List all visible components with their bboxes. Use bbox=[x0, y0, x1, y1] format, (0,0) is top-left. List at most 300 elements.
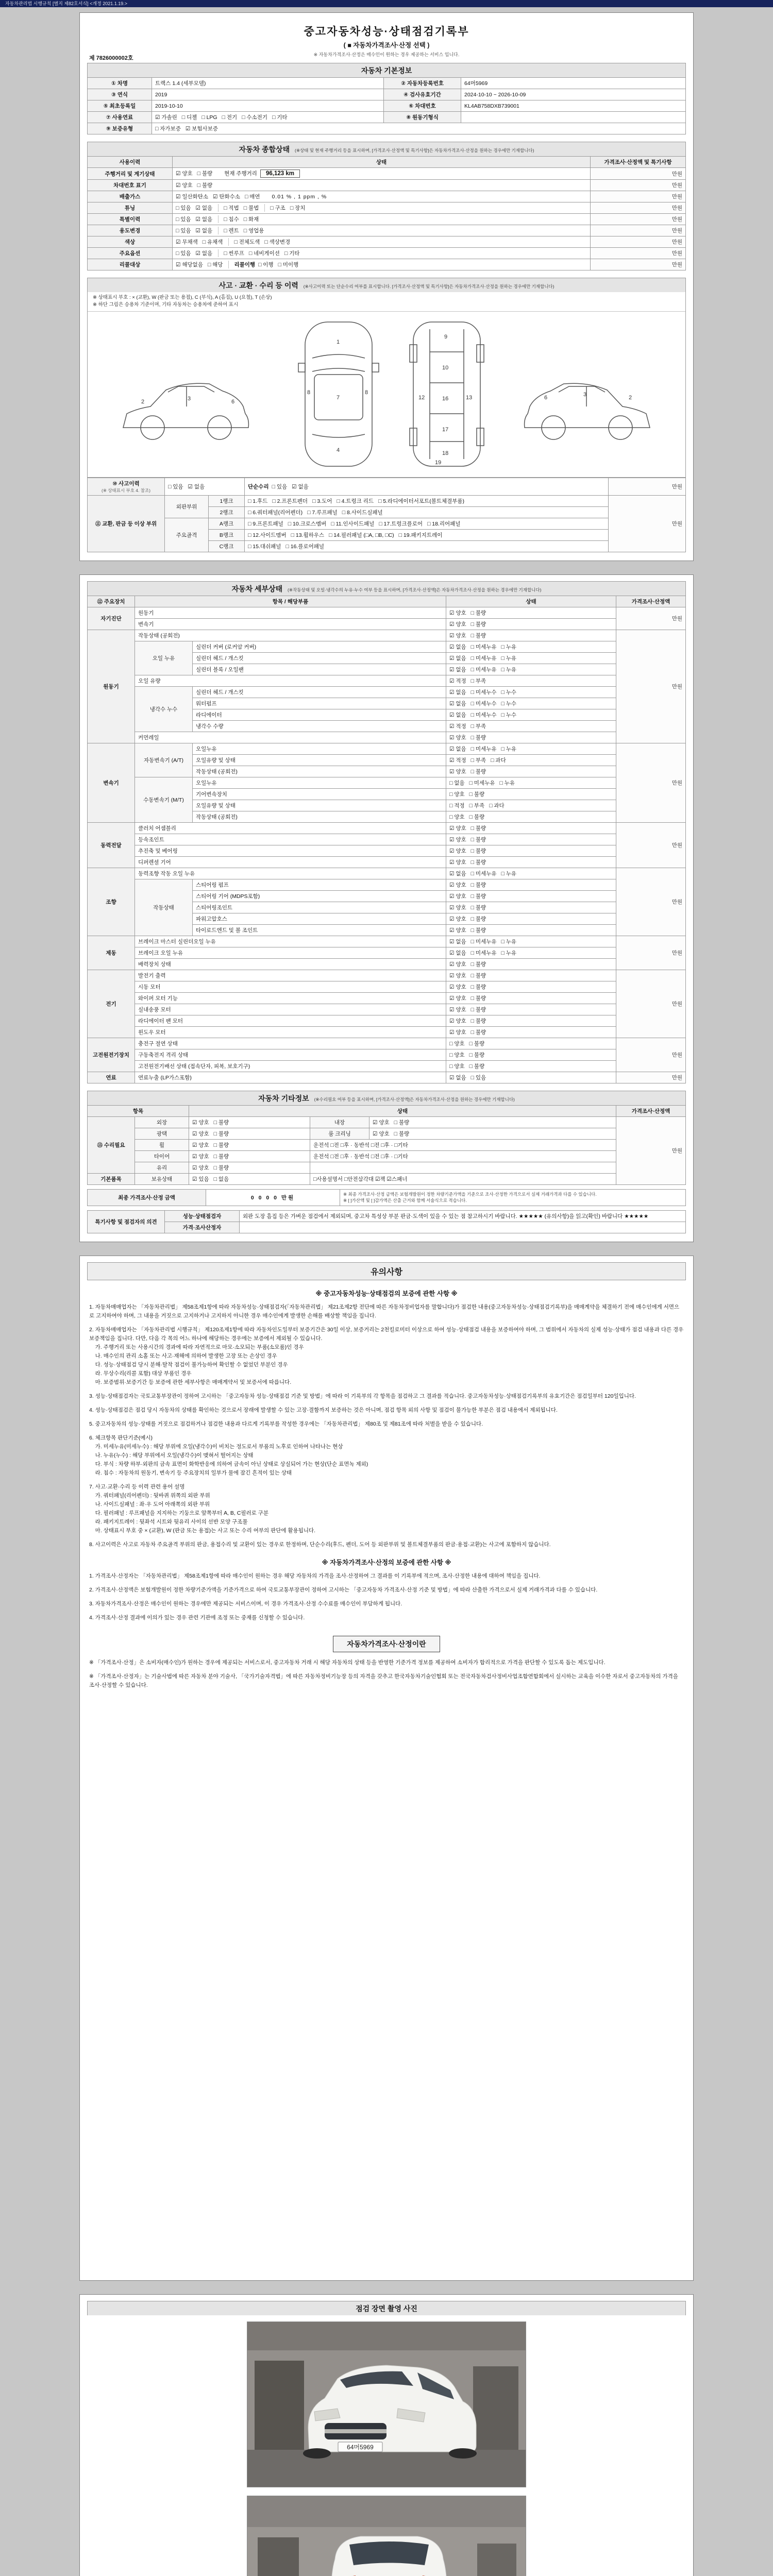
detail-row bbox=[88, 732, 686, 743]
field-label: ④ 검사유효기간 bbox=[384, 89, 461, 100]
checkbox-unchecked: □ 미세누유 bbox=[470, 655, 497, 662]
checkbox-unchecked: □ 불량 bbox=[470, 1018, 486, 1024]
column-header: 가격조사·산정액 bbox=[616, 1105, 686, 1116]
checkbox-checked: ☑ 해당없음 bbox=[176, 262, 203, 268]
price-cell: 만원 bbox=[616, 822, 686, 868]
document-title: 중고자동차성능·상태점검기록부 bbox=[304, 26, 469, 38]
damage-diagram-box bbox=[87, 292, 686, 478]
status-cell bbox=[446, 856, 616, 868]
checkbox-unchecked: □ 매연 bbox=[244, 194, 260, 200]
status-cell bbox=[173, 180, 591, 191]
section-band-other bbox=[87, 1091, 686, 1105]
rank-label: 2랭크 bbox=[209, 506, 245, 518]
price-cell: 만원 bbox=[616, 1072, 686, 1083]
checkbox-checked: ☑ 없음 bbox=[449, 689, 466, 696]
checkbox-checked: ☑ 적정 bbox=[449, 723, 466, 730]
status-cell bbox=[446, 1060, 616, 1072]
license-plate-front: 64머5969 bbox=[347, 2444, 374, 2451]
field-label: ⑥ 차대번호 bbox=[384, 100, 461, 112]
checkbox-unchecked: □ 색상변경 bbox=[264, 239, 291, 245]
status-cell bbox=[446, 913, 616, 924]
status-cell bbox=[189, 1173, 310, 1184]
svg-text:6: 6 bbox=[231, 398, 235, 405]
car-damage-diagram bbox=[88, 312, 685, 477]
item-label-cell: 라디에이터 팬 모터 bbox=[135, 1015, 446, 1026]
checkbox-unchecked: □ 불량 bbox=[470, 836, 486, 843]
checkbox-unchecked: □ 3.도어 bbox=[312, 498, 332, 504]
document-header bbox=[87, 19, 686, 63]
rank-parts bbox=[245, 506, 609, 518]
status-cell bbox=[446, 936, 616, 947]
checkbox-unchecked: □ 양호 bbox=[449, 791, 465, 798]
checkbox-unchecked: □ 17.트렁크플로어 bbox=[379, 520, 423, 527]
status-cell bbox=[173, 259, 591, 270]
item-label-cell: 작동상태 (공회전) bbox=[193, 811, 446, 822]
checkbox-unchecked: □ 19.패키지트레이 bbox=[398, 532, 443, 538]
checkbox-unchecked: □ 불량 bbox=[470, 893, 486, 900]
emission-values: 0.01 % , 1 ppm , % bbox=[272, 194, 327, 200]
status-cell bbox=[446, 732, 616, 743]
price-cell: 만원 bbox=[609, 478, 686, 495]
checkbox-checked: ☑ 없음 bbox=[449, 655, 466, 662]
checkbox-unchecked: □ 불법 bbox=[243, 205, 259, 211]
checkbox-checked: ☑ 없음 bbox=[195, 250, 213, 257]
detail-row bbox=[88, 1038, 686, 1049]
checkbox-unchecked: □ 과다 bbox=[489, 802, 505, 809]
status-cell bbox=[446, 1038, 616, 1049]
device-group-cell: 제동 bbox=[88, 936, 135, 970]
usage-item-label: 차대번호 표기 bbox=[88, 180, 173, 191]
accident-history-label: ⑩ 사고이력 (※ 상태표시 부호 4. 참조) bbox=[88, 478, 165, 495]
device-group-cell: 동력전달 bbox=[88, 822, 135, 868]
price-cell: 만원 bbox=[616, 1116, 686, 1184]
checkbox-checked: ☑ 없음 bbox=[449, 950, 466, 956]
checkbox-unchecked: □ 16.플로어패널 bbox=[285, 543, 325, 550]
item-label-cell: 스티어링조인트 bbox=[193, 902, 446, 913]
checkbox-unchecked: □ 10.크로스멤버 bbox=[288, 520, 327, 527]
other-info-table bbox=[87, 1105, 686, 1185]
status-cell bbox=[446, 845, 616, 856]
column-header: 항목 bbox=[88, 1105, 189, 1116]
checkbox-unchecked: □ 양호 bbox=[449, 1040, 465, 1047]
exchange-rank-row bbox=[88, 495, 686, 506]
opinion-text-inspector: 외판 도장 흠집 등은 가벼운 점검에서 제외되며, 중고차 특성상 부분 판금·도색이 있을 수 있는 점 참고하시기 바랍니다. ★★★★★ (유의사항)을 읽고(확인) 바랍니다 ★★★★★ bbox=[240, 1211, 686, 1222]
checkbox-checked: ☑ 없음 bbox=[449, 666, 466, 673]
item-label-cell: 윈도우 모터 bbox=[135, 1026, 446, 1038]
item-label-cell: 작동상태 (공회전) bbox=[193, 766, 446, 777]
checkbox-unchecked: □ 불량 bbox=[470, 882, 486, 888]
checkbox-checked: ☑ 양호 bbox=[176, 182, 193, 189]
svg-text:10: 10 bbox=[442, 364, 449, 371]
checkbox-checked: ☑ 없음 bbox=[449, 1074, 466, 1081]
item-label-cell: 커먼레일 bbox=[135, 732, 446, 743]
item-label-cell: 클러치 어셈블리 bbox=[135, 822, 446, 834]
checkbox-unchecked: □ 누유 bbox=[501, 870, 517, 877]
detail-row bbox=[88, 686, 686, 698]
outer-panel-label: 외판부위 bbox=[165, 495, 209, 518]
field-label: ① 차명 bbox=[88, 78, 152, 89]
panel-basic bbox=[79, 12, 694, 561]
checkbox-unchecked: □ 있음 bbox=[470, 1074, 486, 1081]
status-cell bbox=[189, 1139, 310, 1150]
top-code-bar bbox=[0, 0, 773, 7]
checkbox-unchecked: □ 부족 bbox=[469, 802, 485, 809]
status-cell bbox=[446, 652, 616, 664]
checkbox-unchecked: □ 미세누수 bbox=[470, 711, 497, 718]
detail-row bbox=[88, 868, 686, 879]
price-cell: 만원 bbox=[591, 168, 686, 180]
svg-text:7: 7 bbox=[337, 394, 340, 401]
checkbox-unchecked: □ 미세누수 bbox=[470, 689, 497, 696]
price-cell: 만원 bbox=[616, 1038, 686, 1072]
checkbox-unchecked: □ 있음 bbox=[168, 483, 183, 490]
item-label-cell: 고전원전기배선 상태 (접속단자, 피복, 보호기구) bbox=[135, 1060, 446, 1072]
form-code-text: 자동차관리법 시행규칙 [별지 제82호서식] <개정 2021.1.19.> bbox=[5, 1, 128, 6]
item-label-cell: 오일 유량 bbox=[135, 675, 446, 686]
checkbox-unchecked: □ 미세누유 bbox=[470, 938, 497, 945]
checkbox-checked: ☑ 없음 bbox=[449, 745, 466, 752]
price-cell: 만원 bbox=[591, 180, 686, 191]
other-item-note: 운전석 □전 □후 · 동반석 □전 □후 · □기타 bbox=[310, 1139, 616, 1150]
rank-label: 1랭크 bbox=[209, 495, 245, 506]
section-note-other: (※수리필요 여부 등을 표시하며, [가격조사·산정액]은 자동차가격조사·산정을 원하는 경우에만 기재합니다) bbox=[314, 1096, 515, 1102]
overall-row bbox=[88, 168, 686, 180]
status-cell bbox=[369, 1116, 616, 1128]
detail-row bbox=[88, 1060, 686, 1072]
detail-row bbox=[88, 1049, 686, 1060]
other-row bbox=[88, 1128, 686, 1139]
sub-status-options-2 bbox=[264, 204, 310, 212]
section-note-overall: (※상태 및 현재 주행거리 등을 표시하며, [가격조사·산정액 및 특기사항]은 자동차가격조사·산정을 원하는 경우에만 기재합니다) bbox=[295, 148, 534, 153]
item-label-cell: 디퍼렌셜 기어 bbox=[135, 856, 446, 868]
sub-status-options bbox=[218, 249, 304, 257]
checkbox-checked: ☑ 없음 bbox=[195, 205, 213, 211]
checkbox-unchecked: □ 누유 bbox=[499, 779, 515, 786]
checkbox-unchecked: □ 불량 bbox=[213, 1153, 229, 1160]
status-cell bbox=[446, 754, 616, 766]
status-options bbox=[176, 215, 217, 223]
notice-inspection-paragraph-7: 7. 사고·교환·수리 등 이력 관련 용어 설명 가. 쿼터패널(리어펜더) : 뒷바퀴 위쪽의 외판 부위 나. 사이드실패널 : 좌·우 도어 아래쪽의 외판 부위 다. 필러패널 : 루프패널을 지지하는 기둥으로 앞쪽부터 A, B, C필러로 구분 라. 패키지트레이 : 뒷좌석 시트와 뒷유리 사이의 선반 모양 구조물 마. 상태표시 부호 중 × (교환), W (판금 또는 용접)는 사고 또는 수리 여부의 판단에 활용됩니다. bbox=[89, 1484, 316, 1534]
overall-row bbox=[88, 225, 686, 236]
item-label-cell: 작동상태 (공회전) bbox=[135, 630, 446, 641]
column-header: 가격조사·산정액 및 특기사항 bbox=[591, 157, 686, 168]
document bbox=[79, 7, 694, 2576]
checkbox-checked: ☑ 양호 bbox=[192, 1142, 209, 1148]
usage-item-label: 튜닝 bbox=[88, 202, 173, 214]
field-value: KL4AB758DXB739001 bbox=[461, 100, 686, 112]
overall-row bbox=[88, 248, 686, 259]
other-item-note bbox=[310, 1162, 616, 1173]
other-row bbox=[88, 1139, 686, 1150]
sub-status-options bbox=[218, 227, 268, 234]
checkbox-unchecked: □ 전체도색 bbox=[234, 239, 260, 245]
damage-legend-symbols: ※ 상태표시 부호 : × (교환), W (판금 또는 용접), C (부식), A (흠집), U (요철), T (손상) bbox=[93, 295, 272, 300]
status-cell bbox=[446, 675, 616, 686]
notice-inspection-paragraph-6: 6. 체크항목 판단기준(예시) 가. 미세누유(미세누수) : 해당 부위에 오일(냉각수)이 비치는 정도로서 부품의 노후로 인하여 나타나는 현상 나. 누유(누수) : 해당 부위에서 오일(냉각수)이 맺혀서 떨어지는 상태 다. 부식 : 차량 하부·외판의 금속 표면이 화학반응에 의하여 금속이 아닌 상태로 상실되어 가는 현상(단순 표면녹 제외) 라. 침수 : 자동차의 원동기, 변속기 등 주요장치의 일부가 물에 잠긴 흔적이 있는 상태 bbox=[89, 1435, 368, 1476]
appraisal-box-title: 자동차가격조사·산정이란 bbox=[333, 1636, 440, 1652]
device-group-cell: 변속기 bbox=[88, 743, 135, 822]
accident-history-subnote: (※ 상태표시 부호 4. 참조) bbox=[101, 487, 150, 493]
basic-info-table bbox=[87, 77, 686, 134]
checkbox-checked: ☑ 없음 bbox=[449, 700, 466, 707]
checkbox-unchecked: □ 불량 bbox=[470, 768, 486, 775]
item-label-cell: 연료누출 (LP가스포함) bbox=[135, 1072, 446, 1083]
accident-history-table bbox=[87, 478, 686, 552]
status-cell bbox=[446, 1072, 616, 1083]
detail-row bbox=[88, 845, 686, 856]
basic-info-row bbox=[88, 100, 686, 112]
document-subtitle: ( ■ 자동차가격조사·산정 선택 ) bbox=[343, 42, 430, 49]
opinion-row bbox=[88, 1211, 686, 1222]
checkbox-unchecked: □ 수소전기 bbox=[242, 114, 267, 121]
overall-row bbox=[88, 236, 686, 248]
checkbox-checked: ☑ 양호 bbox=[449, 609, 466, 616]
sub-status-options bbox=[218, 215, 263, 223]
checkbox-checked: ☑ 양호 bbox=[449, 825, 466, 832]
status-cell bbox=[446, 1015, 616, 1026]
other-item-label: 외장 bbox=[135, 1116, 189, 1128]
opinion-label: 특기사항 및 점검자의 의견 bbox=[88, 1211, 165, 1233]
checkbox-checked: ☑ 보험사보증 bbox=[185, 126, 218, 132]
field-label: ⑧ 원동기형식 bbox=[384, 112, 461, 123]
column-header: 가격조사·산정액 bbox=[616, 596, 686, 607]
overall-row bbox=[88, 180, 686, 191]
notice-section1-title: ※ 중고자동차성능·상태점검의 보증에 관한 사항 ※ bbox=[315, 1290, 458, 1297]
status-options bbox=[176, 261, 227, 268]
checkbox-checked: ☑ 양호 bbox=[192, 1164, 209, 1171]
checkbox-unchecked: □ 전기 bbox=[222, 114, 238, 121]
price-cell: 만원 bbox=[616, 607, 686, 630]
status-cell bbox=[446, 698, 616, 709]
other-row bbox=[88, 1150, 686, 1162]
checkbox-unchecked: □ 유채색 bbox=[202, 239, 223, 245]
item-label-cell: 실내송풍 모터 bbox=[135, 1004, 446, 1015]
status-cell bbox=[446, 800, 616, 811]
checkbox-unchecked: □ 미세누유 bbox=[470, 666, 497, 673]
checkbox-unchecked: □ 누유 bbox=[501, 745, 517, 752]
section-title-basic: 자동차 기본정보 bbox=[361, 66, 412, 75]
checkbox-unchecked: □ 미세누유 bbox=[470, 950, 497, 956]
checkbox-unchecked: □ 불량 bbox=[470, 734, 486, 741]
section-title-detail: 자동차 세부상태 bbox=[231, 584, 283, 593]
status-cell bbox=[446, 766, 616, 777]
checkbox-unchecked: □ 불량 bbox=[197, 182, 213, 189]
detail-row bbox=[88, 1072, 686, 1083]
item-label-cell: 타이로드엔드 및 볼 조인트 bbox=[193, 924, 446, 936]
panel-notice bbox=[79, 1256, 694, 2281]
price-cell: 만원 bbox=[616, 868, 686, 936]
status-cell bbox=[446, 686, 616, 698]
usage-item-label: 주요옵션 bbox=[88, 248, 173, 259]
field-label: ② 자동차등록번호 bbox=[384, 78, 461, 89]
checkbox-unchecked: □ 자가보증 bbox=[155, 126, 181, 132]
checkbox-checked: ☑ 양호 bbox=[449, 904, 466, 911]
opinion-row bbox=[88, 1222, 686, 1233]
checkbox-unchecked: □ 7.루프패널 bbox=[307, 509, 338, 516]
exchange-label: ⑪ 교환, 판금 등 이상 부위 bbox=[88, 495, 165, 552]
item-label-cell: 스티어링 기어 (MDPS포함) bbox=[193, 890, 446, 902]
item-subgroup-cell: 자동변속기 (A/T) bbox=[135, 743, 193, 777]
car-outline-diagram bbox=[113, 317, 660, 471]
column-header: ⑫ 주요장치 bbox=[88, 596, 135, 607]
checkbox-unchecked: □ 미이행 bbox=[278, 262, 299, 268]
field-label: ⑦ 사용연료 bbox=[88, 112, 152, 123]
item-label-cell: 원동기 bbox=[135, 607, 446, 618]
price-cell: 만원 bbox=[616, 630, 686, 743]
checkbox-unchecked: □ 불량 bbox=[197, 171, 213, 177]
status-cell bbox=[446, 664, 616, 675]
checkbox-unchecked: □ 불량 bbox=[213, 1164, 229, 1171]
device-group-cell: 원동기 bbox=[88, 630, 135, 743]
checkbox-checked: ☑ 양호 bbox=[449, 1006, 466, 1013]
other-item-label: 타이어 bbox=[135, 1150, 189, 1162]
checkbox-checked: ☑ 양호 bbox=[449, 927, 466, 934]
checkbox-unchecked: □ 불량 bbox=[469, 1063, 485, 1070]
price-cell: 만원 bbox=[591, 202, 686, 214]
item-label-cell: 오일누유 bbox=[193, 777, 446, 788]
status-cell bbox=[446, 607, 616, 618]
checkbox-unchecked: □ 미세누수 bbox=[470, 700, 497, 707]
final-price-row bbox=[88, 1189, 686, 1206]
final-price-label: 최종 가격조사·산정 금액 bbox=[88, 1189, 206, 1206]
other-row bbox=[88, 1162, 686, 1173]
checkbox-unchecked: □ 부족 bbox=[470, 677, 486, 684]
notice-inspection-paragraph-4: 4. 성능·상태점검은 점검 당시 자동차의 상태를 확인하는 것으로서 장래에 발생할 수 있는 고장·결함까지 보증하는 것은 아니며, 점검 항목 외의 사항 및 점검이 불가능한 부분은 점검 내용에서 제외됩니다. bbox=[89, 1407, 558, 1413]
item-label-cell: 실린더 헤드 / 개스킷 bbox=[193, 686, 446, 698]
checkbox-checked: ☑ 가솔린 bbox=[155, 114, 177, 121]
final-price-amount: 0 0 0 0 bbox=[250, 1194, 278, 1201]
svg-text:18: 18 bbox=[442, 450, 449, 456]
price-cell: 만원 bbox=[616, 970, 686, 1038]
checkbox-unchecked: □ 구조 bbox=[270, 205, 285, 211]
svg-text:16: 16 bbox=[442, 395, 449, 402]
status-cell bbox=[446, 868, 616, 879]
usage-item-label: 용도변경 bbox=[88, 225, 173, 236]
item-label-cell: 구동축전지 격리 상태 bbox=[135, 1049, 446, 1060]
other-row bbox=[88, 1173, 686, 1184]
checkbox-unchecked: □ 누유 bbox=[501, 643, 517, 650]
notice-appraisal-paragraph-2: 2. 가격조사·산정액은 보험개발원이 정한 차량기준가액을 기준가격으로 하여 국토교통부장관이 정하여 고시하는 「중고자동차 가격조사·산정 기준 및 방법」에 따라 산출한 가격으로서 실제 거래가격과 다를 수 있습니다. bbox=[89, 1587, 598, 1593]
checkbox-unchecked: □ 불량 bbox=[469, 814, 485, 820]
appraisal-definition-paragraph-1: ※ 「가격조사·산정」은 소비자(매수인)가 원하는 경우에 제공되는 서비스로서, 중고자동차 거래 시 해당 자동차의 상태 등을 반영한 기준가격 정보를 제공하여 소비자가 합리적으로 가격을 판단할 수 있도록 돕는 제도입니다. bbox=[89, 1659, 606, 1666]
checkbox-unchecked: □ 과다 bbox=[491, 757, 506, 764]
rank-parts bbox=[245, 518, 609, 529]
other-header-row bbox=[88, 1105, 686, 1116]
basic-info-row bbox=[88, 123, 686, 134]
column-header: 항목 / 해당부품 bbox=[135, 596, 446, 607]
checkbox-unchecked: □ 장치 bbox=[290, 205, 306, 211]
item-label-cell: 와이퍼 모터 기능 bbox=[135, 992, 446, 1004]
checkbox-unchecked: □ 불량 bbox=[470, 995, 486, 1002]
inspection-photo-front-wrap bbox=[87, 2321, 686, 2489]
checkbox-checked: ☑ 적정 bbox=[449, 677, 466, 684]
checkbox-unchecked: □ 양호 bbox=[449, 1063, 465, 1070]
accident-history-row bbox=[88, 478, 686, 495]
checkbox-checked: ☑ 적정 bbox=[449, 757, 466, 764]
checkbox-unchecked: □ 불량 bbox=[470, 825, 486, 832]
checkbox-unchecked: □ 누유 bbox=[501, 655, 517, 662]
checkbox-checked: ☑ 양호 bbox=[449, 1018, 466, 1024]
svg-text:2: 2 bbox=[141, 398, 145, 405]
checkbox-unchecked: □ 미세누유 bbox=[470, 870, 497, 877]
svg-text:2: 2 bbox=[629, 394, 632, 401]
damage-legend-note: ※ 하단 그림은 승용차 기준이며, 기타 자동차는 승용차에 준하여 표시 bbox=[93, 302, 239, 308]
current-mileage: 96,123 km bbox=[260, 170, 300, 178]
checkbox-checked: ☑ 양호 bbox=[449, 848, 466, 854]
status-options bbox=[176, 170, 217, 177]
field-label: ⑤ 최초등록일 bbox=[88, 100, 152, 112]
status-cell bbox=[446, 1049, 616, 1060]
notice-appraisal-paragraph-4: 4. 가격조사·산정 결과에 이의가 있는 경우 관련 기관에 조정 또는 중재를 신청할 수 있습니다. bbox=[89, 1615, 305, 1621]
checkbox-checked: ☑ 없음 bbox=[449, 711, 466, 718]
checkbox-checked: ☑ 없음 bbox=[188, 483, 205, 490]
section-note-detail: (※작동상태 및 오일·냉각수의 누유·누수 여부 등을 표시하며, [가격조사·산정액]은 자동차가격조사·산정을 원하는 경우에만 기재합니다) bbox=[288, 587, 542, 592]
document-subtitle-note: ※ 자동차가격조사·산정은 매수인이 원하는 경우 제공하는 서비스 입니다. bbox=[313, 52, 460, 57]
checkbox-unchecked: □ 불량 bbox=[470, 632, 486, 639]
document-number: 제 7826000002호 bbox=[89, 55, 133, 61]
sub-status-label: 리콜이행 bbox=[234, 262, 256, 268]
checkbox-unchecked: □ 2.프론트펜더 bbox=[272, 498, 308, 504]
checkbox-unchecked: □ 이행 bbox=[258, 262, 274, 268]
checkbox-unchecked: □ 12.사이드멤버 bbox=[248, 532, 287, 538]
notice-section2-title: ※ 자동차가격조사·산정의 보증에 관한 사항 ※ bbox=[322, 1559, 451, 1566]
checkbox-checked: ☑ 양호 bbox=[449, 734, 466, 741]
detail-row bbox=[88, 834, 686, 845]
detail-row bbox=[88, 822, 686, 834]
notice-section1-body bbox=[87, 1303, 686, 1549]
checkbox-checked: ☑ 양호 bbox=[192, 1130, 209, 1137]
section-title-overall: 자동차 종합상태 bbox=[239, 145, 290, 154]
checkbox-unchecked: □ 불량 bbox=[470, 984, 486, 990]
overall-row bbox=[88, 202, 686, 214]
checkbox-checked: ☑ 있음 bbox=[192, 1176, 209, 1182]
other-item-note: □사용설명서 □안전삼각대 ☑잭 ☑스패너 bbox=[310, 1173, 616, 1184]
price-cell: 만원 bbox=[591, 248, 686, 259]
other-row bbox=[88, 1116, 686, 1128]
checkbox-unchecked: □ 있음 bbox=[176, 228, 191, 234]
item-label-cell: 브레이크 오일 누유 bbox=[135, 947, 446, 958]
final-price-value bbox=[206, 1189, 340, 1206]
status-options bbox=[176, 249, 217, 257]
overall-row bbox=[88, 259, 686, 270]
status-cell bbox=[189, 1162, 310, 1173]
final-price-unit: 만원 bbox=[281, 1194, 295, 1201]
mileage-label: 현재 주행거리 bbox=[224, 171, 257, 177]
notice-section2-body bbox=[87, 1572, 686, 1622]
field-value: 2019-10-10 bbox=[152, 100, 384, 112]
device-group-cell: 자기진단 bbox=[88, 607, 135, 630]
other-item-label: 휠 bbox=[135, 1139, 189, 1150]
panel-photos bbox=[79, 2294, 694, 2576]
checkbox-unchecked: □ 불량 bbox=[470, 916, 486, 922]
checkbox-checked: ☑ 양호 bbox=[192, 1119, 209, 1126]
opinion-who-appraiser: 가격·조사산정자 bbox=[165, 1222, 240, 1233]
section-note-accident: (※사고이력 또는 단순수리 여부를 표시합니다. [가격조사·산정액 및 특기사항]은 자동차가격조사·산정을 원하는 경우에만 기재합니다) bbox=[303, 284, 554, 289]
section-band-basic bbox=[87, 63, 686, 77]
section-band-detail bbox=[87, 581, 686, 596]
status-cell bbox=[189, 1116, 310, 1128]
other-item-label: 내장 bbox=[310, 1116, 369, 1128]
checkbox-checked: ☑ 양호 bbox=[449, 768, 466, 775]
price-cell: 만원 bbox=[591, 191, 686, 202]
svg-text:13: 13 bbox=[466, 394, 473, 401]
item-label-cell: 실린더 헤드 / 개스킷 bbox=[193, 652, 446, 664]
svg-text:8: 8 bbox=[307, 389, 311, 396]
checkbox-unchecked: □ 양호 bbox=[449, 1052, 465, 1058]
detail-row bbox=[88, 981, 686, 992]
price-cell: 만원 bbox=[591, 214, 686, 225]
item-label-cell: 배력장치 상태 bbox=[135, 958, 446, 970]
